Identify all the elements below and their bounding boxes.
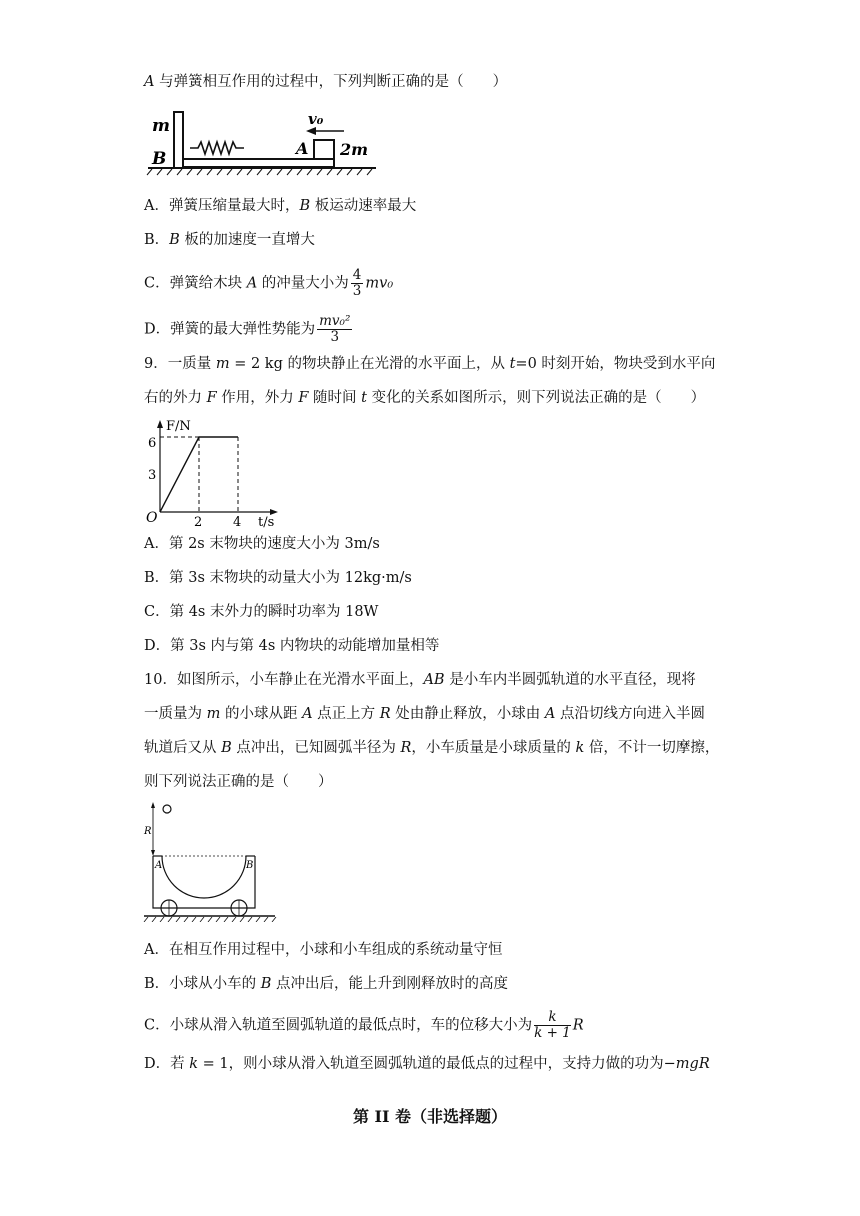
graph-x-tick-4: 4 bbox=[233, 515, 242, 528]
q8-stem-tail: A 与弹簧相互作用的过程中，下列判断正确的是（ ） bbox=[144, 74, 508, 90]
q8-option-b: B．B 板的加速度一直增大 bbox=[144, 232, 315, 248]
label-b: B bbox=[246, 860, 254, 871]
q10-option-b: B．小球从小车的 B 点冲出后，能上升到刚释放时的高度 bbox=[144, 976, 509, 992]
label-a: A bbox=[155, 860, 163, 871]
q9-option-d: D．第 3s 内与第 4s 内物块的动能增加量相等 bbox=[144, 638, 440, 654]
q8-option-a: A．弹簧压缩量最大时，B 板运动速率最大 bbox=[144, 198, 417, 214]
graph-x-tick-2: 2 bbox=[194, 515, 203, 528]
q8-option-c: C．弹簧给木块 A 的冲量大小为 $\frac{4}{3}$ mv₀ bbox=[144, 267, 394, 299]
ball bbox=[163, 805, 171, 813]
semicircle-track bbox=[162, 856, 246, 898]
q9-option-b: B．第 3s 末物块的动量大小为 12kg·m/s bbox=[144, 570, 412, 586]
q10-cart-figure bbox=[140, 798, 280, 922]
spring bbox=[190, 142, 244, 154]
q9-option-a: A．第 2s 末物块的速度大小为 3m/s bbox=[144, 536, 380, 552]
label-2m: 2m bbox=[340, 140, 369, 159]
label-m: m bbox=[152, 116, 170, 136]
board-b-wall bbox=[174, 112, 183, 168]
fraction: $\frac{k}{k + 1}$ bbox=[534, 1009, 571, 1041]
graph-x-label: t/s bbox=[258, 515, 275, 528]
section-title: 第 II 卷（非选择题） bbox=[352, 1107, 508, 1126]
q9-stem-line2: 右的外力 F 作用，外力 F 随时间 t 变化的关系如图所示，则下列说法正确的是（ ） bbox=[144, 390, 706, 406]
graph-origin: O bbox=[146, 510, 158, 526]
q10-option-c: C．小球从滑入轨道至圆弧轨道的最低点时，车的位移大小为 $\frac{k}{k + 1}$ R bbox=[144, 1009, 584, 1041]
block-a bbox=[314, 140, 334, 159]
graph-y-tick-6: 6 bbox=[148, 436, 157, 451]
q10-stem-line1: 10．如图所示，小车静止在光滑水平面上，AB 是小车内半圆弧轨道的水平直径，现将 bbox=[144, 672, 696, 688]
q8-figure bbox=[144, 104, 384, 184]
q10-stem-line2: 一质量为 m 的小球从距 A 点正上方 R 处由静止释放，小球由 A 点沿切线方向进入半圆 bbox=[144, 706, 706, 722]
q9-option-c: C．第 4s 末外力的瞬时功率为 18W bbox=[144, 604, 379, 620]
label-r: R bbox=[144, 826, 152, 837]
label-v0: v₀ bbox=[308, 110, 324, 128]
q8-option-d: D．弹簧的最大弹性势能为 $\frac{\text{mv₀²}}{3}$ bbox=[144, 313, 351, 345]
q10-option-d: D．若 k = 1，则小球从滑入轨道至圆弧轨道的最低点的过程中，支持力做的功为−mgR bbox=[144, 1056, 710, 1072]
q9-force-time-graph bbox=[144, 418, 284, 528]
fraction: $\frac{\text{mv₀²}}{3}$ bbox=[319, 313, 351, 345]
q10-stem-line3: 轨道后又从 B 点冲出，已知圆弧半径为 R，小车质量是小球质量的 k 倍，不计一切摩擦， bbox=[144, 740, 720, 756]
graph-y-tick-3: 3 bbox=[148, 468, 157, 483]
q10-stem-line4: 则下列说法正确的是（ ） bbox=[144, 774, 333, 790]
graph-y-label: F/N bbox=[166, 419, 191, 434]
q9-stem-line1: 9．一质量 m = 2 kg 的物块静止在光滑的水平面上，从 t=0 时刻开始，物块受到水平向 bbox=[144, 356, 716, 372]
label-b: B bbox=[152, 149, 167, 169]
label-a: A bbox=[296, 139, 309, 158]
q10-option-a: A．在相互作用过程中，小球和小车组成的系统动量守恒 bbox=[144, 942, 503, 958]
fraction: $\frac{4}{3}$ bbox=[352, 267, 362, 299]
